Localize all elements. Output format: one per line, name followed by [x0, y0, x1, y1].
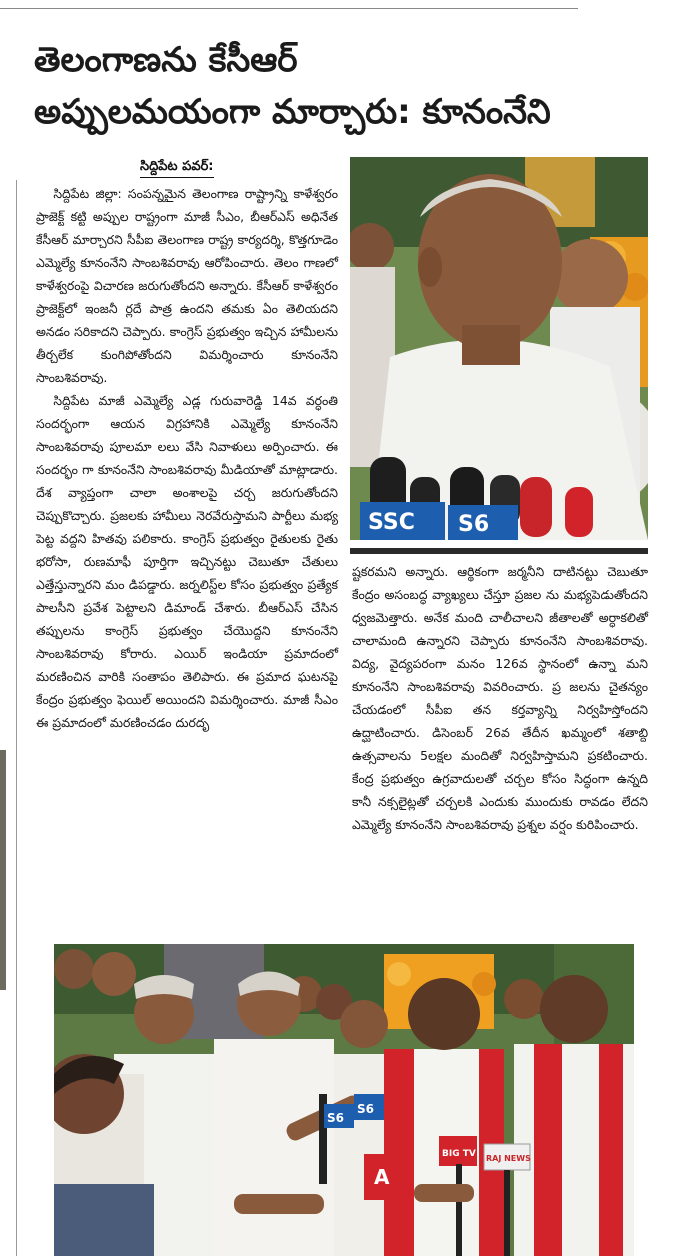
- speaker-photo: [350, 157, 648, 540]
- mic-label: RAJ NEWS: [486, 1154, 531, 1163]
- column-rule: [16, 180, 17, 1256]
- mic-label: S6: [357, 1102, 374, 1116]
- paragraph: సిద్దిపేట జిల్లా: సంపన్నమైన తెలంగాణ రాష్ట్రాన్ని కాళేశ్వరం ప్రాజెక్ట్ కట్టి అప్పుల రాష్ట్రంగా మాజీ సీఎం, బీఆర్ఎస్ అధినేత కేసీఆర్ మార్చారని సీపీఐ తెలంగాణ రాష్ట్ర కార్యదర్శి, కొత్తగూడెం ఎమ్మెల్యే కూనంనేని సాంబశివరావు ఆరోపించారు. తెలం గాణలో కాళేశ్వరంపై విచారణ జరుగుతోందని అన్నారు. కేసీఆర్ కాళేశ్వరం ప్రాజెక్ట్‌లో ఇంజనీ ర్లదే పాత్ర ఉందని తమకు ఏం తెలియదని అనడం సరికాదని చెప్పారు. కాంగ్రెస్ ప్రభుత్వం ఇచ్చిన హామీలను తీర్చలేక కుంగిపోతోందని విమర్శించారు కూనంనేని సాంబశివరావు.: [36, 186, 338, 385]
- mic-label: S6: [327, 1111, 344, 1125]
- adjacent-article-image-edge: [0, 750, 6, 990]
- photo-divider: [350, 548, 648, 554]
- headline-line-1: తెలంగాణను కేసీఆర్: [34, 40, 298, 80]
- mic-label: A: [374, 1165, 390, 1189]
- headline: [34, 34, 634, 138]
- article-body-right-column: [352, 560, 648, 836]
- dateline: సిద్దిపేట పవర్:: [140, 158, 214, 178]
- paragraph: సిద్దిపేట మాజీ ఎమ్మెల్యే ఎడ్ల గురువారెడ్డి 14వ వర్ధంతి సందర్భంగా ఆయన విగ్రహానికి ఎమ్మెల్యే కూనంనేని సాంబశివరావు పూలమా లలు వేసి నివాళులు అర్పించారు. ఈ సందర్భం గా కూనంనేని సాంబశివరావు మీడియాతో మాట్లాడారు. దేశ వ్యాప్తంగా చాలా అంశాలపై చర్చ జరుగుతోందని చెప్పుకొచ్చారు. ప్రజలకు హామీలు నెరవేరుస్తామని పార్టీలు మభ్య పెట్ట వద్దని హితవు పలికారు. కాంగ్రెస్ ప్రభుత్వం రైతులకు రైతు భరోసా, రుణమాఫీ పూర్తిగా ఇచ్చినట్టు చెబుతూ చేతులు ఎత్తేస్తున్నారని మం డిపడ్డారు. జర్నలిస్ట్‌ల కోసం ప్రభుత్వం ప్రత్యేక పాలసీని ప్రవేశ పెట్టాలని డిమాండ్ చేశారు. బీఆర్ఎస్ చేసిన తప్పులను కాంగ్రెస్ ప్రభుత్వం చేయొద్దని కూనంనేని సాంబశివరావు కోరారు. ఎయిర్ ఇండియా ప్రమాదంలో మరణించిన వారికి సంతాపం తెలిపారు. ఈ ప్రమాద ఘటనపై కేంద్రం ప్రభుత్వం ఫెయిల్ అయిందని విమర్శించారు. మాజీ సీఎం ఈ ప్రమాదంలో మరణించడం దురదృ: [36, 393, 338, 730]
- paragraph: ష్టకరమని అన్నారు. ఆర్థికంగా జర్మనీని దాటినట్టు చెబుతూ కేంద్రం అసంబద్ధ వ్యాఖ్యలు చేస్తూ ప్రజల ను మభ్యపెడుతోందని ధ్వజమెత్తారు. అనేక మంది చాలీచాలని జీతాలతో అర్ధాకలితో చాలామంది ఉన్నారని చెప్పారు కూనంనేని సాంబశివరావు. విద్య, వైద్యపరంగా మనం 126వ స్థానంలో ఉన్నా మని కూనంనేని సాంబశివరావు వివరించారు. ప్ర జలను చైతన్యం చేయడంలో సీపీఐ తన కర్తవ్యాన్ని నిర్వహిస్తోందని ఉద్ఘాటించారు. డిసెంబర్ 26వ తేదీన ఖమ్మంలో శతాబ్ది ఉత్సవాలను 5లక్షల మందితో నిర్వహిస్తామని ప్రకటించారు. కేంద్ర ప్రభుత్వం ఉగ్రవాదులతో చర్చల కోసం సిద్ధంగా ఉన్నది కానీ నక్సలైట్లతో చర్చలకి ఎందుకు ముందుకు రావడం లేదని ఎమ్మెల్యే కూనంనేని సాంబశివరావు ప్రశ్నల వర్షం కురిపించారు.: [352, 564, 648, 832]
- top-rule: [0, 8, 578, 9]
- headline-line-2: అప్పులమయంగా మార్చారు: కూనంనేని: [34, 92, 551, 132]
- mic-label: BIG TV: [442, 1149, 476, 1159]
- mic-label: S6: [458, 512, 490, 537]
- article-body-left-column: [36, 182, 338, 734]
- mic-label: SSC: [368, 510, 415, 535]
- group-photo: [54, 944, 634, 1256]
